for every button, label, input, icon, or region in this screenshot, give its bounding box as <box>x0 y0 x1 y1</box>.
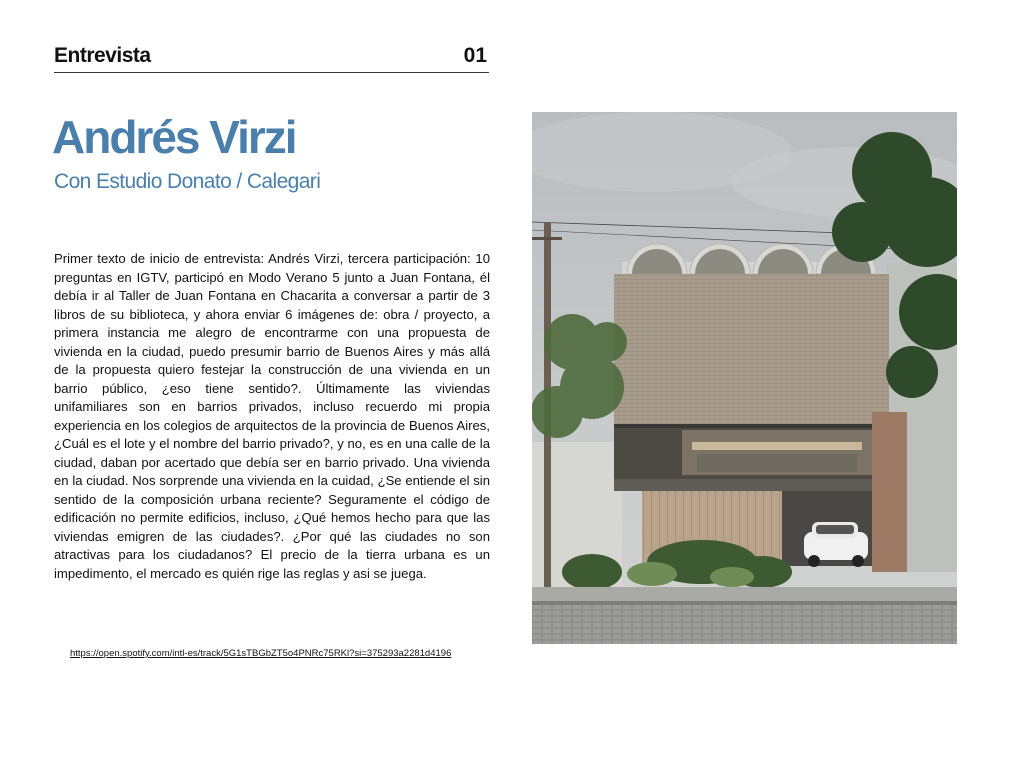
page-header <box>54 44 489 73</box>
interview-body-text: Primer texto de inicio de entrevista: Andrés Virzi, tercera participación: 10 preguntas en IGTV, participó en Modo Verano 5 junto a Juan Fontana, él debía ir al Taller de Juan Fontana en Chacarita a conversar a partir de 3 libros de su biblioteca, y ahora enviar 6 imágenes de: obra / proyecto, a primera instancia me alegro de encontrarme con una propuesta de vivienda en la ciudad, puedo presumir barrio de Buenos Aires y más allá de la propuesta quiero festejar la construcción de una vivienda en un barrio público, ¿eso tiene sentido?. Últimamente las viviendas unifamiliares son en barrios privados, incluso recuerdo mi propia experiencia en los colegios de arquitectos de la provincia de Buenos Aires, ¿Cuál es el lote y el nombre del barrio privado?, y no, es en una calle de la ciudad, daban por acertado que debía ser en barrio privado. Una vivienda en la ciudad. Nos sorprende una vivienda en la cuidad, ¿Se entiende el sin sentido de la composición urbana reciente? Seguramente el código de edificación no permite edificios, incluso, ¿Qué hemos hecho para que las viviendas emigren de las ciudades?. ¿Por qué las ciudades no son atractivas para los ciudadanos? El precio de la tierra urbana es un impedimento, el mercado es quién rige las reglas y asi se juega. <box>54 251 490 581</box>
section-label: Entrevista <box>54 44 151 67</box>
spotify-link[interactable]: https://open.spotify.com/intl-es/track/5G1sTBGbZT5o4PNRc75RKl?si=375293a2281d4196 <box>70 648 452 659</box>
page-subtitle: Con Estudio Donato / Calegari <box>54 170 321 193</box>
page-title: Andrés Virzi <box>52 111 296 163</box>
house-render-image <box>532 112 957 644</box>
page-number: 01 <box>463 44 487 67</box>
